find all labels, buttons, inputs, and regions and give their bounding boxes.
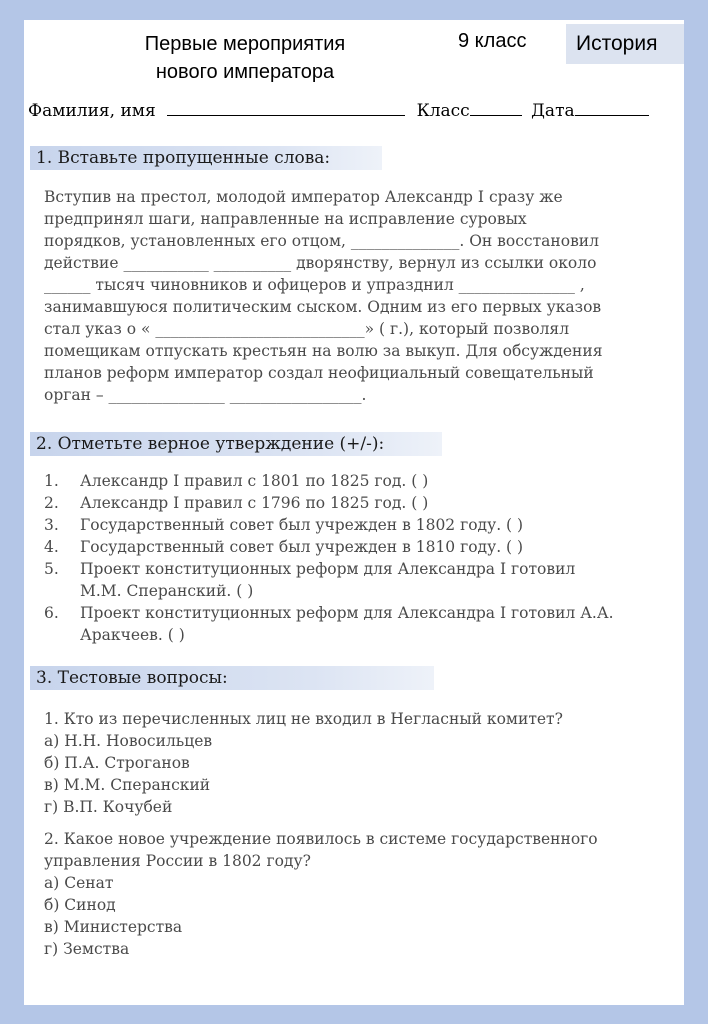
student-info-row [28, 100, 680, 121]
section-1-text [44, 186, 664, 406]
subject-label: История [576, 32, 658, 55]
section-1-heading-text: 1. Вставьте пропущенные слова: [36, 148, 331, 168]
answer-option: а) Сенат [44, 874, 114, 892]
grade-label: 9 класс [458, 30, 527, 52]
section-3-heading [30, 666, 434, 690]
list-item [44, 492, 664, 514]
list-item [44, 470, 664, 492]
section-1-heading [30, 146, 382, 170]
worksheet-title [120, 30, 370, 86]
class-blank[interactable] [470, 100, 522, 116]
statement-list [44, 470, 664, 646]
list-item [44, 602, 664, 646]
surname-label: Фамилия, имя [28, 101, 156, 121]
date-label: Дата [531, 101, 575, 121]
list-item [44, 514, 664, 536]
section-3-heading-text: 3. Тестовые вопросы: [36, 668, 228, 688]
surname-blank[interactable] [167, 100, 405, 116]
text-line: ______ тысяч чиновников и офицеров и упразднил _______________ , [44, 276, 585, 294]
text-line: орган – _______________ _________________. [44, 386, 367, 404]
item-text: Александр I правил с 1801 по 1825 год. ( ) [80, 472, 429, 490]
text-line: действие ___________ __________ дворянству, вернул из ссылки около [44, 254, 597, 272]
subject-badge [566, 24, 684, 64]
question-text: 1. Кто из перечисленных лиц не входил в Негласный комитет? [44, 710, 563, 728]
answer-option: в) М.М. Сперанский [44, 776, 211, 794]
answer-option: б) Синод [44, 896, 116, 914]
text-line: Вступив на престол, молодой император Александр I сразу же [44, 188, 563, 206]
item-number: 4. [44, 538, 59, 556]
question-1 [44, 708, 664, 818]
item-number: 1. [44, 472, 59, 490]
question-text: 2. Какое новое учреждение появилось в системе государственного [44, 830, 598, 848]
text-line: стал указ о « ___________________________» ( г.), который позволял [44, 320, 570, 338]
question-text: управления России в 1802 году? [44, 852, 311, 870]
class-label: Класс [416, 101, 470, 121]
title-line-2: нового императора [155, 61, 335, 83]
item-number: 6. [44, 604, 59, 622]
item-text: М.М. Сперанский. ( ) [80, 582, 254, 600]
answer-option: г) Земства [44, 940, 130, 958]
worksheet-page [24, 20, 684, 1005]
item-text: Проект конституционных реформ для Александра I готовил [80, 560, 576, 578]
text-line: предпринял шаги, направленные на исправление суровых [44, 210, 527, 228]
item-number: 2. [44, 494, 59, 512]
item-number: 5. [44, 560, 59, 578]
text-line: занимавшуюся политическим сыском. Одним из его первых указов [44, 298, 602, 316]
text-line: порядков, установленных его отцом, ______________. Он восстановил [44, 232, 599, 250]
answer-option: б) П.А. Строганов [44, 754, 190, 772]
item-number: 3. [44, 516, 59, 534]
date-blank[interactable] [575, 100, 649, 116]
list-item [44, 536, 664, 558]
section-2-heading-text: 2. Отметьте верное утверждение (+/-): [36, 434, 385, 454]
answer-option: г) В.П. Кочубей [44, 798, 173, 816]
title-line-1: Первые мероприятия [144, 33, 346, 55]
list-item [44, 558, 664, 602]
text-line: помещикам отпускать крестьян на волю за выкуп. Для обсуждения [44, 342, 603, 360]
item-text: Государственный совет был учрежден в 1802 году. ( ) [80, 516, 524, 534]
question-2 [44, 828, 664, 960]
text-line: планов реформ император создал неофициальный совещательный [44, 364, 594, 382]
answer-option: в) Министерства [44, 918, 183, 936]
item-text: Проект конституционных реформ для Александра I готовил А.А. [80, 604, 614, 622]
item-text: Государственный совет был учрежден в 1810 году. ( ) [80, 538, 524, 556]
item-text: Александр I правил с 1796 по 1825 год. ( ) [80, 494, 429, 512]
item-text: Аракчеев. ( ) [80, 626, 185, 644]
answer-option: а) Н.Н. Новосильцев [44, 732, 213, 750]
section-2-heading [30, 432, 442, 456]
